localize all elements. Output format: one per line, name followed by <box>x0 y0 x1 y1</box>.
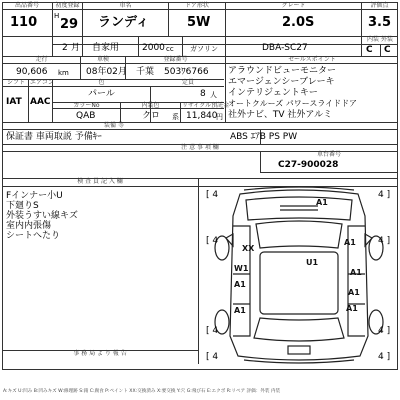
seats-value: 8 <box>200 89 206 99</box>
car-name-label: 車名 <box>119 2 132 9</box>
tyre-bracket-sl: [ 4 <box>206 352 219 362</box>
seats-label: 定員 <box>181 79 194 86</box>
report-title: 事 務 局 よ り 報 告 <box>73 350 127 357</box>
inspector-title: 検 査 員 記 入 欄 <box>77 178 123 185</box>
divider <box>80 56 81 79</box>
tyre-bracket-rr: 4 ] <box>378 326 391 336</box>
damage-mark-left-rear: A1 <box>234 306 246 315</box>
plate-region: 千葉 <box>136 67 155 77</box>
inspector-line-2: 下廻りS <box>6 201 39 211</box>
sales-point-5: 社外ナビ、TV 社外アルミ <box>228 110 333 120</box>
divider <box>198 178 199 364</box>
damage-mark-front: A1 <box>316 198 328 207</box>
shift-value: IAT <box>6 97 22 107</box>
recycle-unit: 円 <box>216 113 223 121</box>
damage-mark-left-door-2: A1 <box>234 280 246 289</box>
tyre-bracket-fl: [ 4 <box>206 190 219 200</box>
score-label: 評価点 <box>370 2 389 9</box>
lot-number: 110 <box>10 15 38 30</box>
inspector-line-5: シートへたり <box>6 231 61 241</box>
sales-point-4: オートクルーズ パワースライドドア <box>228 99 357 108</box>
history-value: 保証書 車両取説 予備ｷｰ <box>6 132 102 142</box>
color-no-label: カラーNo <box>73 102 100 109</box>
color-label: 色 <box>98 79 105 86</box>
tyre-bracket-rl: [ 4 <box>206 326 219 336</box>
cc-value: 2000 <box>142 43 165 53</box>
int-ext-label: 内装 外装 <box>367 36 393 43</box>
tyre-bracket-ml: [ 4 <box>206 236 219 246</box>
inspection-label: 車検 <box>96 56 109 63</box>
divider <box>52 2 53 56</box>
sales-point-1: アラウンドビューモニター <box>228 66 337 76</box>
divider <box>168 2 169 36</box>
tyre-bracket-fr: 4 ] <box>378 190 391 200</box>
color-no-value: QAB <box>76 111 96 121</box>
car-diagram <box>200 186 398 364</box>
usage-value: 自家用 <box>92 43 120 53</box>
divider <box>120 102 121 122</box>
divider <box>182 36 183 56</box>
divider <box>2 36 398 37</box>
equipment-value: ABS ｴｱB PS PW <box>230 132 298 142</box>
tyre-bracket-sr: 4 ] <box>378 352 391 362</box>
mileage-value: 90,606 <box>16 67 48 77</box>
inspector-line-1: Fインナー小U <box>6 191 63 201</box>
plate-number: 503ﾜ6766 <box>164 67 209 77</box>
damage-mark-right-front: A1 <box>344 238 356 247</box>
inspection-value: 08年02月 <box>86 67 127 77</box>
chassis-value: C27-900028 <box>278 160 339 170</box>
car-name: ランディ <box>98 15 149 30</box>
damage-mark-left-front: XX <box>242 244 255 253</box>
lot-label: 出品番号 <box>14 2 39 9</box>
plate-label: 登録番号 <box>163 56 188 63</box>
interior-color-value: クロ <box>142 111 161 121</box>
damage-mark-right-door: A1 <box>350 268 362 277</box>
interior-grade: C <box>366 45 373 55</box>
divider <box>380 44 381 56</box>
reg-month-unit: 月 <box>71 43 81 53</box>
chassis-label: 車台番号 <box>316 151 341 158</box>
history-label: 装備 等 <box>104 122 124 129</box>
reg-month: 2 <box>62 43 68 53</box>
divider <box>2 86 224 87</box>
divider <box>180 102 181 122</box>
divider <box>138 36 139 56</box>
footer-legend: A:キズ U:凹み B:凹みキズ W:修理跡 S:錆 C:腐食 P:ペイント XX:交換済み X:要交換 Y:穴 G:飛び石 E:エクボ R:リペア 評価：外装 内装 <box>3 389 281 394</box>
mileage-unit: km <box>58 69 69 77</box>
shift-label: シフト <box>6 79 25 86</box>
model-value: DBA-SC27 <box>262 43 308 53</box>
divider <box>28 79 29 122</box>
exterior-grade: C <box>384 45 391 55</box>
tyre-bracket-mr: 4 ] <box>378 236 391 246</box>
first-reg-label: 初度登録 <box>55 2 80 9</box>
doors-label: ドア形状 <box>185 2 209 9</box>
chassis-box <box>260 151 398 173</box>
divider <box>225 2 226 56</box>
damage-mark-right-door-2: A1 <box>348 288 360 297</box>
recycle-value: 11,840 <box>186 111 218 121</box>
grade-value: 2.0S <box>282 15 315 30</box>
interior-color-label: 内装色 <box>141 102 160 109</box>
cc-unit: cc <box>166 45 174 53</box>
divider <box>361 2 362 56</box>
divider <box>2 63 398 64</box>
inspector-line-4: 室内内張傷 <box>6 221 52 231</box>
divider <box>225 56 226 122</box>
aircon-label: エアコン <box>30 79 54 86</box>
aircon-value: AAC <box>30 97 51 107</box>
grade-label: グレード <box>281 2 306 9</box>
score-value: 3.5 <box>368 15 392 30</box>
damage-mark-right-rear: A1 <box>346 304 358 313</box>
interior-color-suffix: 系 <box>172 113 179 121</box>
inspector-line-3: 外装うすい線キズ <box>6 211 78 221</box>
divider <box>82 2 83 56</box>
seats-unit: 人 <box>210 91 217 99</box>
damage-mark-center: U1 <box>306 258 319 267</box>
divider <box>2 9 398 10</box>
notes-title: 注 意 事 項 欄 <box>181 144 219 151</box>
sales-point-3: インテリジェントキー <box>228 88 318 98</box>
color-value: パール <box>88 89 115 99</box>
damage-mark-left-door: W1 <box>234 264 249 273</box>
era: H <box>54 12 60 20</box>
sales-point-2: エマージェンシーブレーキ <box>228 77 335 87</box>
reg-year: 29 <box>60 17 79 32</box>
mileage-label: 走行 <box>35 56 48 63</box>
sales-point-label: セールスポイント <box>288 56 336 63</box>
doors-value: 5W <box>187 15 211 30</box>
fuel-value: ガソリン <box>190 45 218 53</box>
recycle-label: リサイクル預託金 <box>182 102 230 109</box>
divider <box>2 129 398 130</box>
